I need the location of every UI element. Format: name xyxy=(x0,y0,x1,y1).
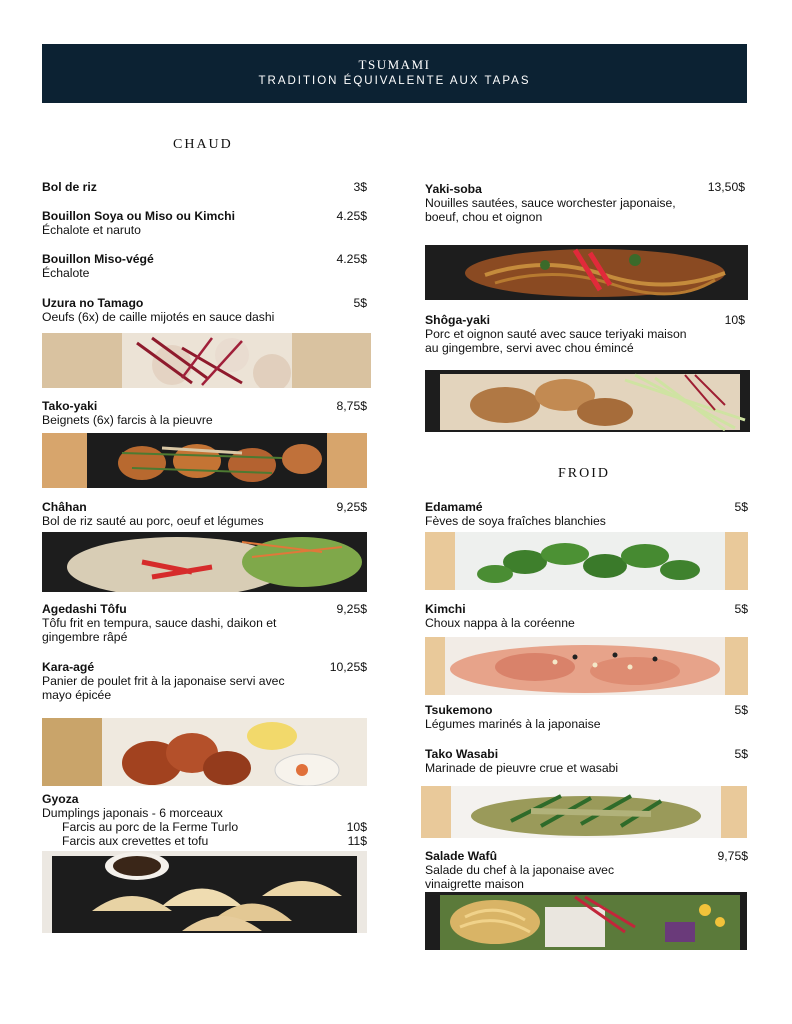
photo-edamame xyxy=(425,532,748,590)
item-price: 9,25$ xyxy=(336,602,367,616)
menu-item-yakisoba xyxy=(425,182,745,224)
item-description: au gingembre, servi avec chou émincé xyxy=(425,341,634,355)
item-price: 4.25$ xyxy=(336,209,367,223)
item-name: Uzura no Tamago xyxy=(42,296,144,310)
item-description: Oeufs (6x) de caille mijotés en sauce dashi xyxy=(42,310,275,324)
item-description: gingembre râpé xyxy=(42,630,128,644)
item-price: 4.25$ xyxy=(336,252,367,266)
item-price: 10,25$ xyxy=(329,660,367,674)
menu-item-kimchi xyxy=(425,602,748,630)
item-price: 9,25$ xyxy=(336,500,367,514)
option-name: Farcis au porc de la Ferme Turlo xyxy=(62,820,239,834)
menu-item-uzura xyxy=(42,296,367,324)
menu-item-salade xyxy=(425,849,748,891)
photo-gyoza xyxy=(42,851,367,933)
menu-item-agedashi xyxy=(42,602,367,644)
menu-item-shogayaki xyxy=(425,313,745,355)
item-price: 5$ xyxy=(734,500,748,514)
item-price: 5$ xyxy=(734,602,748,616)
item-name: Kimchi xyxy=(425,602,466,616)
option-price: 10$ xyxy=(346,820,367,834)
item-name: Bouillon Miso-végé xyxy=(42,252,154,266)
option-name: Farcis aux crevettes et tofu xyxy=(62,834,209,848)
menu-item-tsukemono xyxy=(425,703,748,731)
item-name: Gyoza xyxy=(42,792,79,806)
item-description: Porc et oignon sauté avec sauce teriyaki maison xyxy=(425,327,687,341)
item-description: Panier de poulet frit à la japonaise servi avec xyxy=(42,674,285,688)
option-price: 11$ xyxy=(347,834,367,848)
item-description: boeuf, chou et oignon xyxy=(425,210,543,224)
item-description: Dumplings japonais - 6 morceaux xyxy=(42,806,223,820)
restaurant-title: TSUMAMI xyxy=(358,57,431,72)
item-name: Bouillon Soya ou Miso ou Kimchi xyxy=(42,209,235,223)
menu-item-gyoza xyxy=(42,792,367,848)
item-name: Agedashi Tôfu xyxy=(42,602,127,616)
item-name: Edamamé xyxy=(425,500,483,514)
photo-tako-wasabi xyxy=(421,786,747,838)
photo-yakisoba xyxy=(425,245,748,300)
item-name: Shôga-yaki xyxy=(425,313,491,327)
item-description: Nouilles sautées, sauce worchester japonaise, xyxy=(425,196,676,210)
gyoza-option-shrimp xyxy=(42,834,367,848)
item-price: 9,75$ xyxy=(717,849,748,863)
photo-chahan xyxy=(42,532,367,592)
menu-item-bol-riz xyxy=(42,180,367,194)
photo-shogayaki xyxy=(425,370,750,432)
menu-item-takoyaki xyxy=(42,399,367,427)
menu-item-karaage xyxy=(42,660,367,702)
item-description: Marinade de pieuvre crue et wasabi xyxy=(425,761,619,775)
section-title-cold: FROID xyxy=(558,466,611,481)
menu-item-chahan xyxy=(42,500,367,528)
item-name: Kara-agé xyxy=(42,660,95,674)
gyoza-option-pork xyxy=(42,820,367,834)
photo-takoyaki xyxy=(42,433,367,488)
item-name: Tako Wasabi xyxy=(425,747,499,761)
menu-header xyxy=(42,44,747,103)
photo-karaage xyxy=(42,718,367,786)
item-price: 8,75$ xyxy=(336,399,367,413)
item-description: Tôfu frit en tempura, sauce dashi, daikon et xyxy=(42,616,277,630)
item-description: Échalote xyxy=(42,266,90,280)
item-description: Légumes marinés à la japonaise xyxy=(425,717,601,731)
item-price: 13,50$ xyxy=(707,180,745,194)
item-description: Beignets (6x) farcis à la pieuvre xyxy=(42,413,213,427)
item-description: Échalote et naruto xyxy=(42,223,141,237)
item-description: mayo épicée xyxy=(42,688,112,702)
item-description: Salade du chef à la japonaise avec xyxy=(425,863,615,877)
menu-item-bouillon-vege xyxy=(42,252,367,280)
photo-quail-eggs xyxy=(42,333,371,388)
item-name: Tako-yaki xyxy=(42,399,98,413)
item-price: 5$ xyxy=(353,296,367,310)
photo-salade xyxy=(425,892,747,950)
menu-item-tako-wasabi xyxy=(425,747,748,775)
item-name: Bol de riz xyxy=(42,180,97,194)
section-title-hot: CHAUD xyxy=(173,137,233,152)
item-price: 5$ xyxy=(734,703,748,717)
item-price: 10$ xyxy=(724,313,745,327)
photo-kimchi xyxy=(425,637,748,695)
item-description: Choux nappa à la coréenne xyxy=(425,616,575,630)
menu-item-bouillon-soya xyxy=(42,209,367,237)
menu-item-edamame xyxy=(425,500,748,528)
item-description: Bol de riz sauté au porc, oeuf et légumes xyxy=(42,514,264,528)
item-name: Tsukemono xyxy=(425,703,493,717)
item-name: Yaki-soba xyxy=(425,182,482,196)
item-price: 5$ xyxy=(734,747,748,761)
item-name: Salade Wafû xyxy=(425,849,498,863)
menu-subtitle: TRADITION ÉQUIVALENTE AUX TAPAS xyxy=(258,75,531,87)
item-name: Châhan xyxy=(42,500,87,514)
item-description: Fèves de soya fraîches blanchies xyxy=(425,514,606,528)
item-price: 3$ xyxy=(353,180,367,194)
item-description: vinaigrette maison xyxy=(425,877,524,891)
